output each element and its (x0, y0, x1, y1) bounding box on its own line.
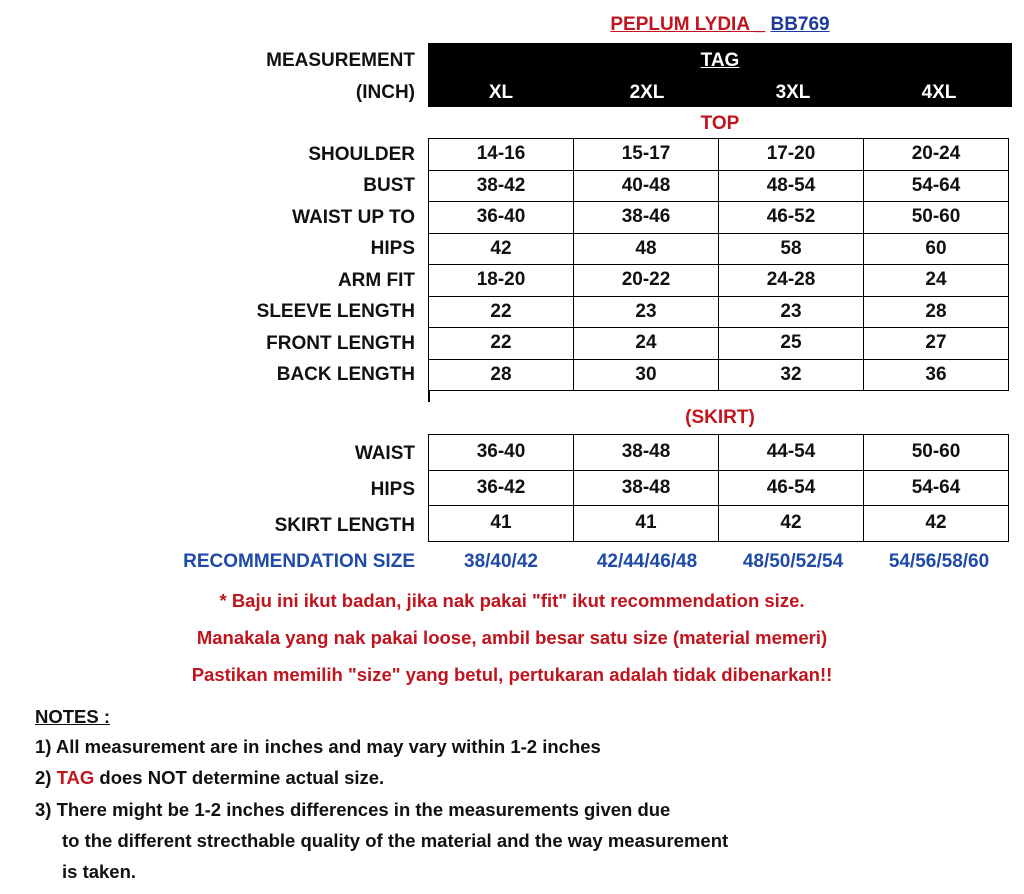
table-row (429, 359, 1009, 391)
table-row (429, 265, 1009, 297)
unit-label: (INCH) (355, 82, 415, 103)
table-cell: 24 (864, 265, 1009, 297)
note-1: 1) All measurement are in inches and may vary within 1-2 inches (35, 736, 601, 757)
table-row (429, 296, 1009, 328)
table-cell: 27 (864, 328, 1009, 360)
skirt-measurement-table (428, 434, 1009, 542)
table-cell: 44-54 (719, 435, 864, 471)
skirt-section-label: (SKIRT) (685, 407, 755, 428)
table-cell: 28 (429, 359, 574, 391)
product-name: PEPLUM LYDIA _ (610, 14, 766, 35)
table-cell: 42 (864, 506, 1009, 542)
table-cell: 40-48 (574, 170, 719, 202)
table-cell: 23 (719, 296, 864, 328)
row-label-bust: BUST (363, 175, 415, 196)
row-label-front-length: FRONT LENGTH (266, 333, 415, 354)
recommendation-label: RECOMMENDATION SIZE (183, 551, 415, 572)
table-cell: 60 (864, 233, 1009, 265)
row-label-sleeve-length: SLEEVE LENGTH (256, 301, 415, 322)
table-row (429, 170, 1009, 202)
table-cell: 36-42 (429, 470, 574, 506)
tag-label: TAG (700, 50, 740, 71)
table-cell: 22 (429, 296, 574, 328)
table-cell: 42 (429, 233, 574, 265)
top-section-label: TOP (700, 113, 740, 134)
note-3-line-2: to the different strecthable quality of the material and the way measurement (62, 830, 729, 851)
table-cell: 38-48 (574, 435, 719, 471)
row-label-back-length: BACK LENGTH (276, 364, 415, 385)
table-row (429, 435, 1009, 471)
table-cell: 23 (574, 296, 719, 328)
advice-line-2: Manakala yang nak pakai loose, ambil besar satu size (material memeri) (196, 627, 828, 648)
table-row (429, 470, 1009, 506)
table-cell: 25 (719, 328, 864, 360)
page-title (430, 14, 1010, 36)
table-cell: 36-40 (429, 202, 574, 234)
table-cell: 54-64 (864, 470, 1009, 506)
table-cell: 50-60 (864, 202, 1009, 234)
note-2 (35, 767, 384, 789)
table-cell: 36 (864, 359, 1009, 391)
table-cell: 20-24 (864, 139, 1009, 171)
row-label-arm-fit: ARM FIT (337, 270, 415, 291)
table-cell: 36-40 (429, 435, 574, 471)
table-cell: 48-54 (719, 170, 864, 202)
row-label-shoulder: SHOULDER (308, 144, 415, 165)
table-cell: 30 (574, 359, 719, 391)
table-cell: 14-16 (429, 139, 574, 171)
table-cell: 15-17 (574, 139, 719, 171)
table-row (429, 233, 1009, 265)
table-cell: 42 (719, 506, 864, 542)
size-header-xl: XL (488, 82, 514, 103)
table-cell: 18-20 (429, 265, 574, 297)
row-label-skirt-waist: WAIST (354, 443, 415, 464)
recommendation-xl: 38/40/42 (464, 551, 538, 572)
size-header-4xl: 4XL (921, 82, 957, 103)
table-cell: 46-52 (719, 202, 864, 234)
size-header-2xl: 2XL (629, 82, 665, 103)
note-3-line-3: is taken. (62, 861, 137, 882)
row-label-skirt-length: SKIRT LENGTH (274, 515, 415, 536)
table-cell: 58 (719, 233, 864, 265)
row-label-skirt-hips: HIPS (370, 479, 415, 500)
table-cell: 54-64 (864, 170, 1009, 202)
table-cell: 50-60 (864, 435, 1009, 471)
table-cell: 32 (719, 359, 864, 391)
advice-line-1: * Baju ini ikut badan, jika nak pakai "fit" ikut recommendation size. (219, 590, 805, 611)
recommendation-2xl: 42/44/46/48 (596, 551, 698, 572)
table-cell: 17-20 (719, 139, 864, 171)
table-row (429, 328, 1009, 360)
table-cell: 24 (574, 328, 719, 360)
table-cell: 38-48 (574, 470, 719, 506)
product-code: BB769 (770, 14, 830, 35)
table-cell: 20-22 (574, 265, 719, 297)
table-cell: 22 (429, 328, 574, 360)
size-header-3xl: 3XL (775, 82, 811, 103)
row-label-hips: HIPS (370, 238, 415, 259)
table-row (429, 139, 1009, 171)
recommendation-3xl: 48/50/52/54 (742, 551, 844, 572)
table-cell: 28 (864, 296, 1009, 328)
table-cell: 48 (574, 233, 719, 265)
table-cell: 38-46 (574, 202, 719, 234)
table-cell: 46-54 (719, 470, 864, 506)
advice-line-3: Pastikan memilih "size" yang betul, pertukaran adalah tidak dibenarkan!! (191, 664, 833, 685)
notes-title: NOTES : (35, 706, 111, 727)
top-measurement-table (428, 138, 1009, 391)
recommendation-4xl: 54/56/58/60 (888, 551, 990, 572)
table-cell: 41 (429, 506, 574, 542)
table-row (429, 506, 1009, 542)
table-cell: 24-28 (719, 265, 864, 297)
table-cell: 41 (574, 506, 719, 542)
measurement-label: MEASUREMENT (266, 50, 415, 71)
table-divider (428, 390, 430, 402)
note-3-line-1: 3) There might be 1-2 inches differences in the measurements given due (35, 799, 671, 820)
table-row (429, 202, 1009, 234)
row-label-waist-up-to: WAIST UP TO (292, 207, 415, 228)
table-cell: 38-42 (429, 170, 574, 202)
note-2-rest: does NOT determine actual size. (94, 767, 385, 788)
note-2-tag: TAG (56, 767, 95, 788)
note-2-prefix: 2) (35, 767, 57, 788)
